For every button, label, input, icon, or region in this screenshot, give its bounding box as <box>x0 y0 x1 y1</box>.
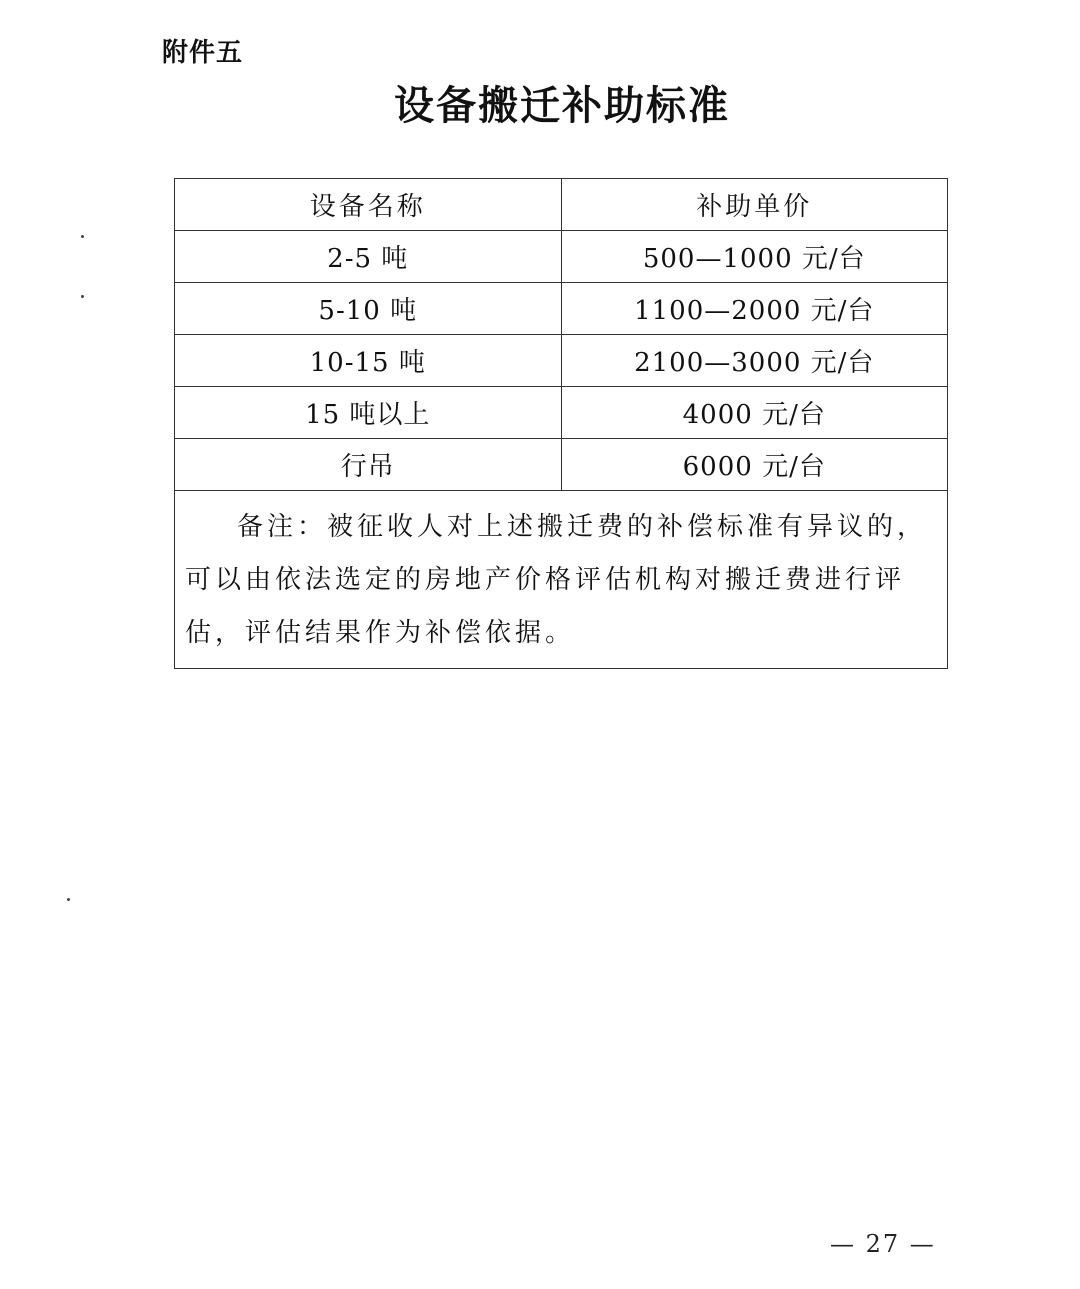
scan-speck <box>81 235 84 238</box>
page-number: — 27 — <box>830 1230 936 1258</box>
equipment-name-cell: 15 吨以上 <box>175 387 562 439</box>
table-header-row <box>175 179 948 231</box>
table-row <box>175 231 948 283</box>
table-row <box>175 283 948 335</box>
table-row <box>175 439 948 491</box>
equipment-name-cell: 行吊 <box>175 439 562 491</box>
subsidy-table <box>174 178 948 669</box>
scan-speck <box>67 898 70 901</box>
document-title: 设备搬迁补助标准 <box>394 83 730 129</box>
equipment-name-cell: 5-10 吨 <box>175 283 562 335</box>
equipment-name-cell: 2-5 吨 <box>175 231 562 283</box>
unit-subsidy-cell: 4000 元/台 <box>561 387 948 439</box>
equipment-name-cell: 10-15 吨 <box>175 335 562 387</box>
table-row <box>175 335 948 387</box>
note-row <box>175 491 948 669</box>
table-row <box>175 387 948 439</box>
column-header-equipment-name: 设备名称 <box>175 179 562 231</box>
unit-subsidy-cell: 6000 元/台 <box>561 439 948 491</box>
scan-speck <box>81 295 84 298</box>
attachment-label: 附件五 <box>162 38 244 68</box>
unit-subsidy-cell: 500—1000 元/台 <box>561 231 948 283</box>
unit-subsidy-cell: 1100—2000 元/台 <box>561 283 948 335</box>
column-header-unit-subsidy: 补助单价 <box>561 179 948 231</box>
subsidy-table-container <box>174 178 948 669</box>
unit-subsidy-cell: 2100—3000 元/台 <box>561 335 948 387</box>
note-cell: 备注：被征收人对上述搬迁费的补偿标准有异议的，可以由依法选定的房地产价格评估机构对搬迁费进行评估，评估结果作为补偿依据。 <box>175 491 948 669</box>
